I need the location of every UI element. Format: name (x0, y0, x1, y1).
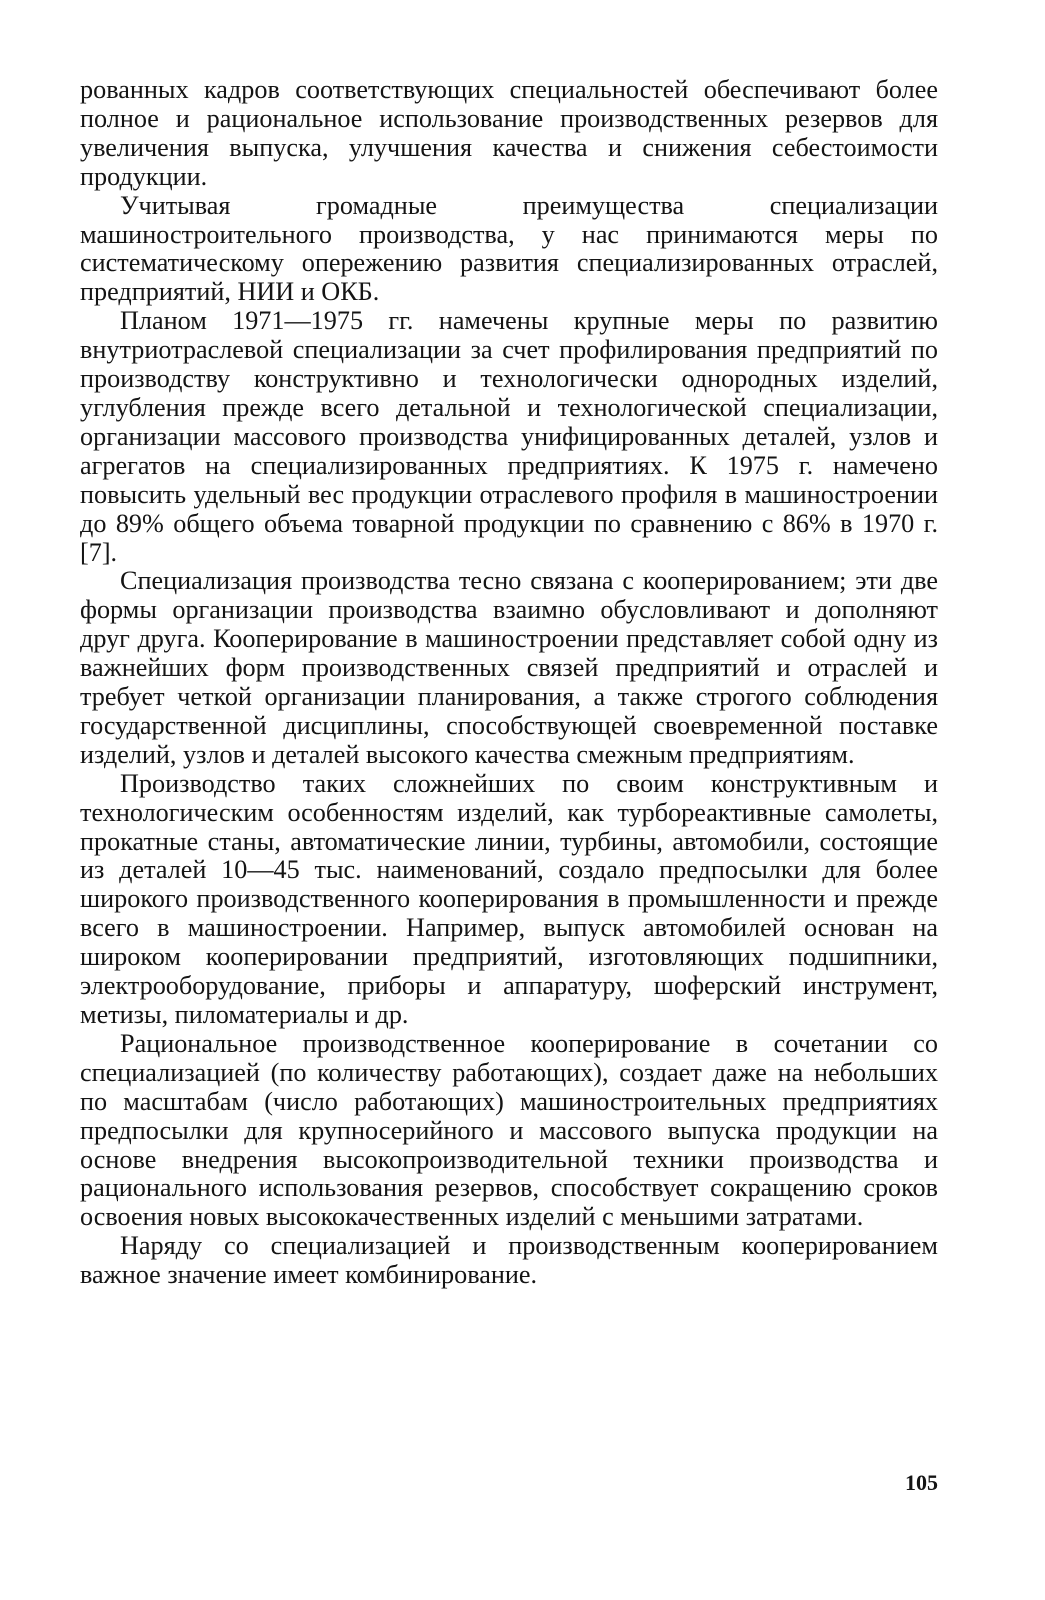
page-body (80, 76, 938, 1290)
paragraph: Рациональное производственное кооперирование в сочетании со специализацией (по количеству работающих), создает даже на небольших по масштабам (число работающих) машиностроительных предприятиях предпосылки для крупносерийного и массового выпуска продукции на основе внедрения высокопроизводительной техники производства и рационального использования резервов, способствует сокращению сроков освоения новых высококачественных изделий с меньшими затратами. (80, 1028, 938, 1232)
paragraph: Планом 1971—1975 гг. намечены крупные меры по развитию внутриотраслевой специализации за счет профилирования предприятий по производству конструктивно и технологически однородных изделий, углубления прежде всего детальной и технологической специализации, организации массового производства унифицированных деталей, узлов и агрегатов на специализированных предприятиях. К 1975 г. намечено повысить удельный вес продукции отраслевого профиля в машиностроении до 89% общего объема товарной продукции по сравнению с 86% в 1970 г. [7]. (80, 306, 938, 567)
paragraph: Специализация производства тесно связана с кооперированием; эти две формы организации производства взаимно обусловливают и дополняют друг друга. Кооперирование в машиностроении представляет собой одну из важнейших форм производственных связей предприятий и отраслей и требует четкой организации планирования, а также строгого соблюдения государственной дисциплины, способствующей своевременной поставке изделий, узлов и деталей высокого качества смежным предприятиям. (80, 566, 938, 769)
paragraph: Учитывая громадные преимущества специализации машиностроительного производства, у нас принимаются меры по систематическому опережению развития специализированных отраслей, предприятий, НИИ и ОКБ. (80, 190, 938, 307)
paragraph: Производство таких сложнейших по своим конструктивным и технологическим особенностям изделий, как турбореактивные самолеты, прокатные станы, автоматические линии, турбины, автомобили, состоящие из деталей 10—45 тыс. наименований, создало предпосылки для более широкого производственного кооперирования в промышленности и прежде всего в машиностроении. Например, выпуск автомобилей основан на широком кооперировании предприятий, изготовляющих подшипники, электрооборудование, приборы и аппаратуру, шоферский инструмент, метизы, пиломатериалы и др. (80, 768, 938, 1029)
paragraph-continued: рованных кадров соответствующих специальностей обеспечивают более полное и рациональное использование производственных резервов для увеличения выпуска, улучшения качества и снижения себестоимости продукции. (80, 75, 938, 191)
page-number: 105 (905, 1470, 938, 1495)
paragraph: Наряду со специализацией и производственным кооперированием важное значение имеет комбинирование. (80, 1231, 938, 1290)
